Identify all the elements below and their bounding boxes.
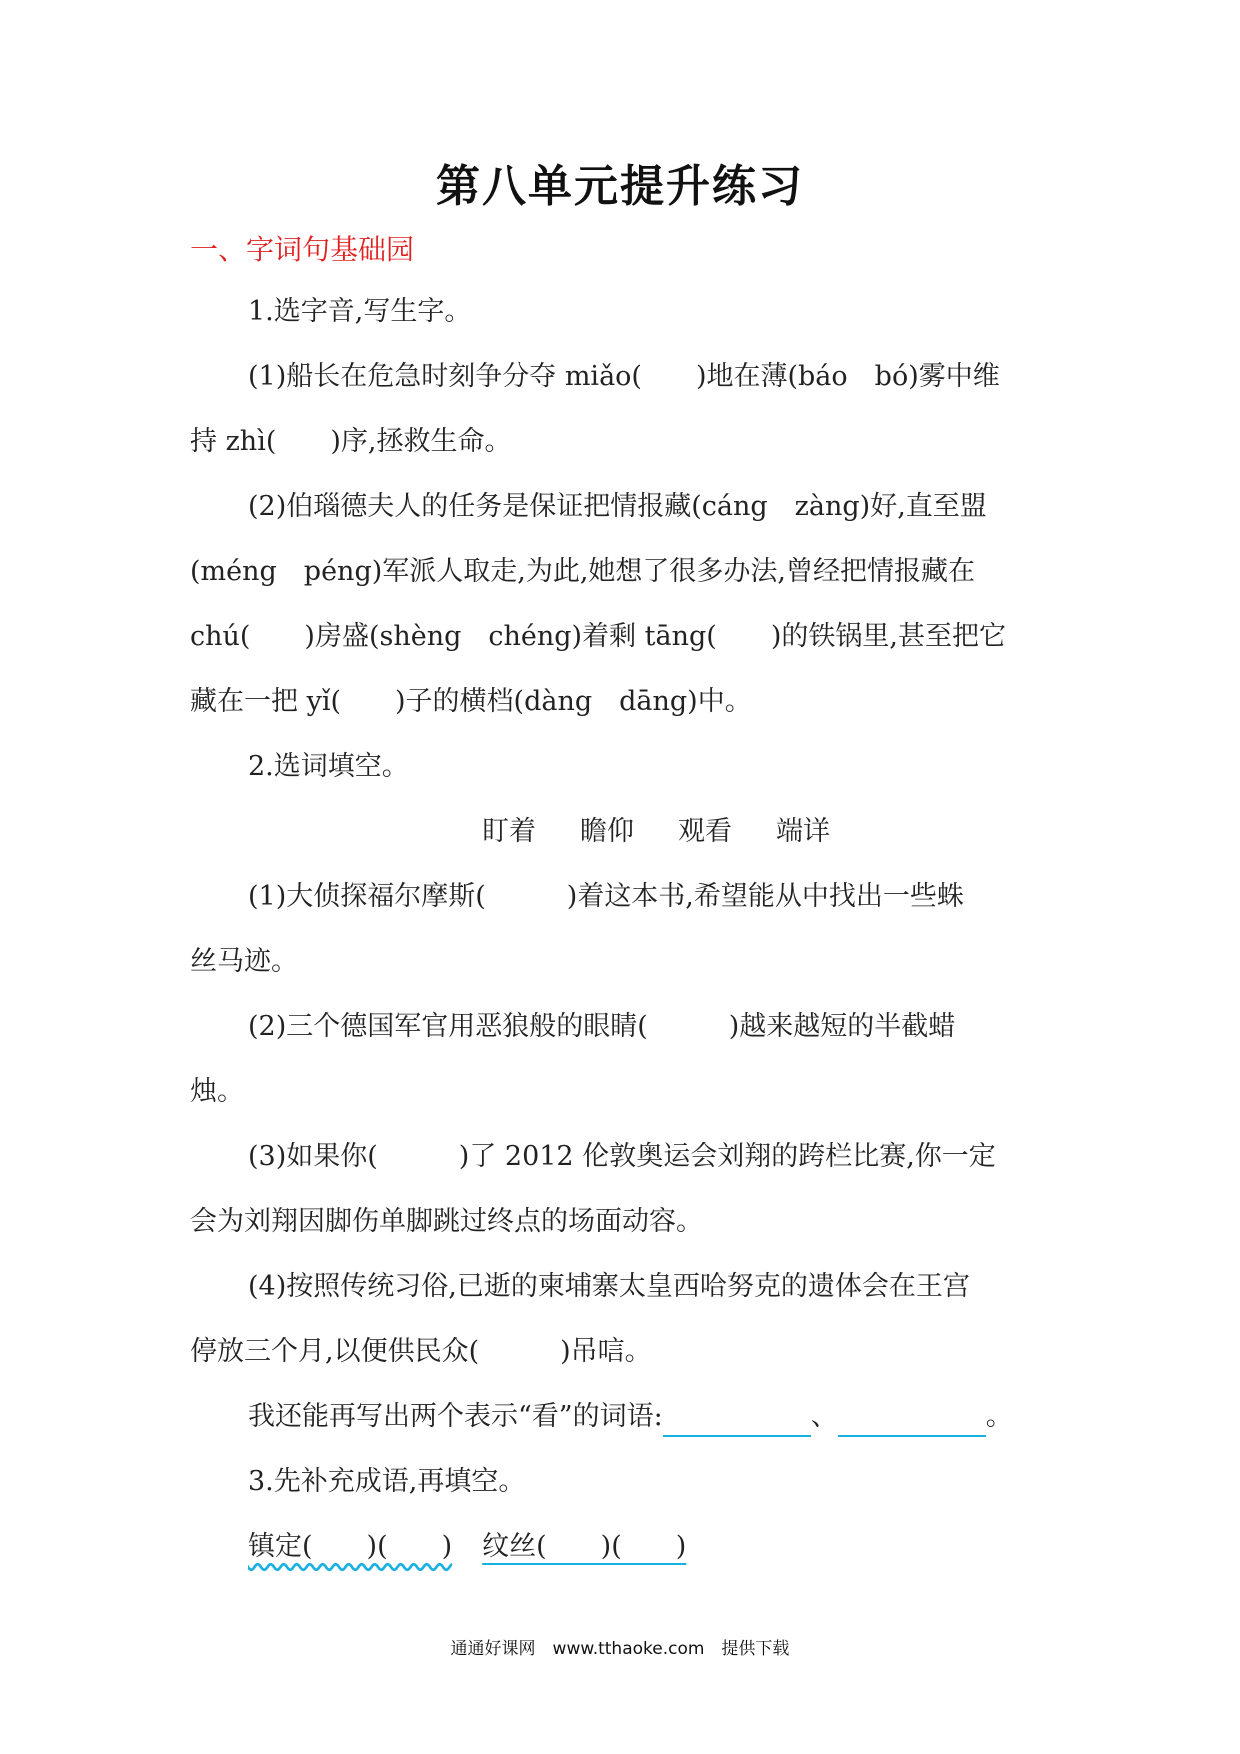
q2-s3-line1: (3)如果你( )了 2012 伦敦奥运会刘翔的跨栏比赛,你一定 bbox=[248, 1141, 996, 1172]
word-option: 观看 bbox=[678, 816, 732, 847]
q1-p2-line3: chú( )房盛(shèng chéng)着剩 tāng( )的铁锅里,甚至把它 bbox=[190, 621, 1006, 652]
idiom-item[interactable]: 镇定( )( ) bbox=[248, 1531, 453, 1562]
q2-heading: 2.选词填空。 bbox=[248, 751, 409, 782]
word-bank bbox=[482, 812, 874, 852]
q1-heading: 1.选字音,写生字。 bbox=[248, 296, 472, 327]
q1-p1-line1: (1)船长在危急时刻争分夺 miǎo( )地在薄(báo bó)雾中维 bbox=[248, 361, 1000, 392]
extra-prompt: 我还能再写出两个表示“看”的词语: bbox=[248, 1401, 663, 1432]
answer-blank[interactable] bbox=[838, 1405, 986, 1437]
q2-extra-line bbox=[248, 1397, 1013, 1437]
q2-s4-line2: 停放三个月,以便供民众( )吊唁。 bbox=[190, 1336, 652, 1367]
footer-credit: 通通好课网 www.tthaoke.com 提供下载 bbox=[450, 1639, 790, 1659]
word-option: 瞻仰 bbox=[580, 816, 634, 847]
answer-blank[interactable] bbox=[663, 1405, 811, 1437]
q2-s1-line1: (1)大侦探福尔摩斯( )着这本书,希望能从中找出一些蛛 bbox=[248, 881, 964, 912]
q1-p2-line2: (méng péng)军派人取走,为此,她想了很多办法,曾经把情报藏在 bbox=[190, 556, 976, 587]
extra-separator: 、 bbox=[810, 1401, 838, 1432]
q1-p2-line1: (2)伯瑙德夫人的任务是保证把情报藏(cáng zàng)好,直至盟 bbox=[248, 491, 987, 522]
q2-s2-line2: 烛。 bbox=[190, 1076, 244, 1107]
q2-s3-line2: 会为刘翔因脚伤单脚跳过终点的场面动容。 bbox=[190, 1206, 703, 1237]
q3-heading: 3.先补充成语,再填空。 bbox=[248, 1466, 526, 1497]
q2-s4-line1: (4)按照传统习俗,已逝的柬埔寨太皇西哈努克的遗体会在王宫 bbox=[248, 1271, 970, 1302]
word-option: 盯着 bbox=[482, 816, 536, 847]
section-heading: 一、字词句基础园 bbox=[190, 233, 415, 266]
q2-s2-line1: (2)三个德国军官用恶狼般的眼睛( )越来越短的半截蜡 bbox=[248, 1011, 956, 1042]
word-option: 端详 bbox=[776, 816, 830, 847]
q1-p1-line2: 持 zhì( )序,拯救生命。 bbox=[190, 426, 512, 457]
q1-p2-line4: 藏在一把 yǐ( )子的横档(dàng dāng)中。 bbox=[190, 686, 752, 717]
page-title: 第八单元提升练习 bbox=[436, 161, 804, 212]
q3-idioms bbox=[248, 1527, 686, 1567]
q2-s1-line2: 丝马迹。 bbox=[190, 946, 298, 977]
extra-end: 。 bbox=[985, 1401, 1013, 1432]
idiom-item[interactable]: 纹丝( )( ) bbox=[482, 1531, 687, 1562]
